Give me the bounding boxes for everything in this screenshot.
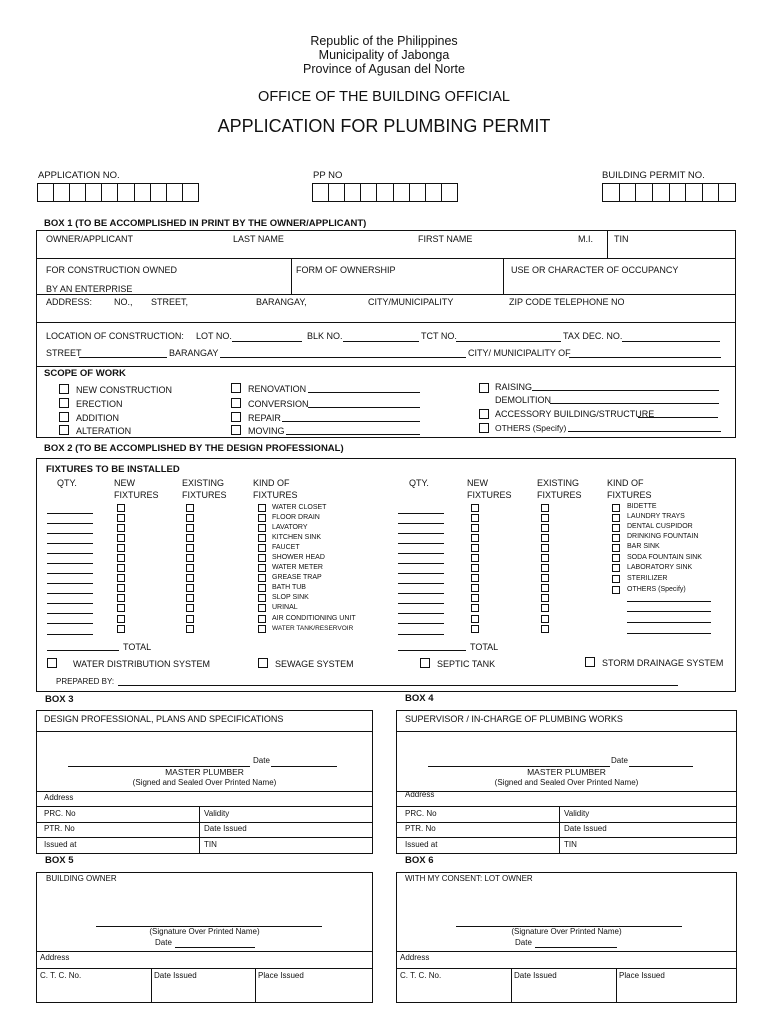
kind-fixture-checkbox[interactable] xyxy=(258,594,266,602)
box6-place-issued-label: Place Issued xyxy=(619,971,665,980)
existing-fixtures-header-right: FIXTURES xyxy=(537,490,582,500)
owner-applicant-label: OWNER/APPLICANT xyxy=(46,234,134,244)
box6 xyxy=(396,872,737,1003)
qty-field[interactable] xyxy=(398,543,444,544)
box4-date-issued-label: Date Issued xyxy=(564,824,607,833)
sewage-system-checkbox[interactable] xyxy=(258,658,268,668)
existing-fixture-checkbox[interactable] xyxy=(541,514,549,522)
kind-fixture-checkbox[interactable] xyxy=(258,534,266,542)
box6-signature-label: (Signature Over Printed Name) xyxy=(511,927,622,936)
qty-field[interactable] xyxy=(398,623,444,624)
box3-validity-label: Validity xyxy=(204,809,230,818)
fixture-label: WATER CLOSET xyxy=(272,504,327,511)
existing-fixture-checkbox[interactable] xyxy=(541,564,549,572)
box5-signature-label: (Signature Over Printed Name) xyxy=(149,927,260,936)
renovation-label: RENOVATION xyxy=(248,384,307,394)
address-city-label: CITY/MUNICIPALITY xyxy=(368,297,454,307)
street-label: STREET xyxy=(46,348,82,358)
alteration-checkbox[interactable] xyxy=(59,425,69,435)
qty-field[interactable] xyxy=(398,613,444,614)
septic-tank-checkbox[interactable] xyxy=(420,658,430,668)
qty-field[interactable] xyxy=(398,513,444,514)
box3-signed-sealed-label: (Signed and Sealed Over Printed Name) xyxy=(132,778,277,787)
kind-fixture-checkbox[interactable] xyxy=(258,544,266,552)
box4-heading: SUPERVISOR / IN-CHARGE OF PLUMBING WORKS xyxy=(405,714,623,724)
new-fixture-checkbox[interactable] xyxy=(471,594,479,602)
existing-fixture-checkbox[interactable] xyxy=(186,514,194,522)
box5-place-issued-label: Place Issued xyxy=(258,971,304,980)
demolition-field[interactable] xyxy=(550,403,719,404)
total-field-left[interactable] xyxy=(47,650,119,651)
telephone-label: TELEPHONE NO xyxy=(554,297,625,307)
new-fixture-checkbox[interactable] xyxy=(471,554,479,562)
qty-field[interactable] xyxy=(47,543,93,544)
existing-fixture-checkbox[interactable] xyxy=(541,594,549,602)
box5-address-label: Address xyxy=(40,953,70,962)
moving-label: MOVING xyxy=(248,426,285,436)
existing-fixture-checkbox[interactable] xyxy=(186,574,194,582)
accessory-building-checkbox[interactable] xyxy=(479,409,489,419)
kind-fixture-checkbox[interactable] xyxy=(258,625,266,633)
barangay-field[interactable] xyxy=(220,357,466,358)
fixture-label: FAUCET xyxy=(272,544,300,551)
new-fixture-checkbox[interactable] xyxy=(117,625,125,633)
new-fixture-checkbox[interactable] xyxy=(471,534,479,542)
new-fixture-checkbox[interactable] xyxy=(117,514,125,522)
accessory-building-label: ACCESSORY BUILDING/STRUCTURE xyxy=(495,409,655,419)
pp-no-label: PP NO xyxy=(313,170,343,181)
renovation-checkbox[interactable] xyxy=(231,383,241,393)
new-fixture-checkbox[interactable] xyxy=(471,504,479,512)
qty-field[interactable] xyxy=(47,613,93,614)
last-name-label: LAST NAME xyxy=(233,234,284,244)
box6-address-label: Address xyxy=(400,953,430,962)
existing-fixture-checkbox[interactable] xyxy=(541,604,549,612)
box4-prc-label: PRC. No xyxy=(405,809,437,818)
fixture-label: GREASE TRAP xyxy=(272,574,322,581)
raising-field[interactable] xyxy=(532,390,719,391)
fixture-label: BIDETTE xyxy=(627,503,657,510)
new-fixture-checkbox[interactable] xyxy=(471,524,479,532)
box5-date-field[interactable] xyxy=(175,947,255,948)
total-field-right[interactable] xyxy=(398,650,466,651)
kind-fixture-checkbox[interactable] xyxy=(612,524,620,532)
box6-date-label: Date xyxy=(515,938,532,947)
city-municipality-field[interactable] xyxy=(569,357,721,358)
kind-fixture-checkbox[interactable] xyxy=(258,574,266,582)
kind-fixture-checkbox[interactable] xyxy=(258,604,266,612)
addition-checkbox[interactable] xyxy=(59,412,69,422)
fixture-label: SHOWER HEAD xyxy=(272,554,325,561)
page-title: APPLICATION FOR PLUMBING PERMIT xyxy=(217,116,551,136)
erection-label: ERECTION xyxy=(76,399,123,409)
tct-no-label: TCT NO. xyxy=(421,331,457,341)
box4-title: BOX 4 xyxy=(405,693,434,704)
kind-fixtures-header-right: FIXTURES xyxy=(607,490,652,500)
zip-code-label: ZIP CODE xyxy=(509,297,552,307)
other-fixture-field[interactable] xyxy=(627,611,711,612)
new-fixture-checkbox[interactable] xyxy=(471,514,479,522)
kind-fixture-checkbox[interactable] xyxy=(612,575,620,583)
box4-issued-at-label: Issued at xyxy=(405,840,438,849)
box6-ctc-label: C. T. C. No. xyxy=(400,971,442,980)
fixture-label: WATER TANK/RESERVOIR xyxy=(272,625,354,632)
addition-label: ADDITION xyxy=(76,413,120,423)
box3-address-label: Address xyxy=(44,793,74,802)
box4-signed-sealed-label: (Signed and Sealed Over Printed Name) xyxy=(494,778,639,787)
qty-field[interactable] xyxy=(398,533,444,534)
box3-prc-label: PRC. No xyxy=(44,809,76,818)
other-fixture-field[interactable] xyxy=(627,622,711,623)
prepared-by-field[interactable] xyxy=(118,685,678,686)
accessory-building-field[interactable] xyxy=(638,417,718,418)
new-fixture-checkbox[interactable] xyxy=(471,584,479,592)
qty-field[interactable] xyxy=(47,523,93,524)
office-title: OFFICE OF THE BUILDING OFFICIAL xyxy=(258,89,510,105)
blk-no-field[interactable] xyxy=(343,341,419,342)
qty-field[interactable] xyxy=(47,593,93,594)
renovation-field[interactable] xyxy=(308,392,420,393)
storm-drainage-checkbox[interactable] xyxy=(585,657,595,667)
kind-fixture-checkbox[interactable] xyxy=(612,564,620,572)
conversion-field[interactable] xyxy=(308,407,420,408)
fixture-label: WATER METER xyxy=(272,564,323,571)
box5-date-issued-label: Date Issued xyxy=(154,971,197,980)
total-label-right: TOTAL xyxy=(470,642,499,652)
tax-dec-no-field[interactable] xyxy=(622,341,720,342)
new-header-left: NEW xyxy=(114,478,135,488)
existing-fixture-checkbox[interactable] xyxy=(186,615,194,623)
building-permit-no-field[interactable] xyxy=(602,183,736,202)
new-fixture-checkbox[interactable] xyxy=(117,594,125,602)
qty-field[interactable] xyxy=(398,573,444,574)
alteration-label: ALTERATION xyxy=(76,426,132,436)
box2-title: BOX 2 (TO BE ACCOMPLISHED BY THE DESIGN PROFESSIONAL) xyxy=(44,443,344,454)
address-label: ADDRESS: xyxy=(46,297,93,307)
box3-master-plumber-label: MASTER PLUMBER xyxy=(165,767,244,777)
other-fixture-field[interactable] xyxy=(627,633,711,634)
lot-no-field[interactable] xyxy=(232,341,302,342)
conversion-label: CONVERSION xyxy=(248,399,309,409)
qty-field[interactable] xyxy=(47,634,93,635)
fixture-label: SLOP SINK xyxy=(272,594,309,601)
storm-drainage-label: STORM DRAINAGE SYSTEM xyxy=(602,658,724,668)
kind-fixture-checkbox[interactable] xyxy=(258,615,266,623)
fixture-label: LAUNDRY TRAYS xyxy=(627,513,685,520)
existing-fixture-checkbox[interactable] xyxy=(541,584,549,592)
box5-heading: BUILDING OWNER xyxy=(46,874,117,883)
header-province: Province of Agusan del Norte xyxy=(303,62,465,76)
new-fixture-checkbox[interactable] xyxy=(117,584,125,592)
prepared-by-label: PREPARED BY: xyxy=(56,677,115,686)
fixture-label: STERILIZER xyxy=(627,575,668,582)
kind-fixture-checkbox[interactable] xyxy=(612,544,620,552)
raising-label: RAISING xyxy=(495,382,533,392)
fixture-label: BATH TUB xyxy=(272,584,306,591)
address-barangay-label: BARANGAY, xyxy=(256,297,307,307)
water-distribution-checkbox[interactable] xyxy=(47,658,57,668)
fixture-label: DRINKING FOUNTAIN xyxy=(627,533,699,540)
others-scope-field[interactable] xyxy=(568,431,721,432)
scope-title: SCOPE OF WORK xyxy=(44,368,126,379)
kind-fixture-checkbox[interactable] xyxy=(258,564,266,572)
kind-header-left: KIND OF xyxy=(253,478,290,488)
existing-fixture-checkbox[interactable] xyxy=(186,625,194,633)
address-street-label: STREET, xyxy=(151,297,189,307)
box4-address-label: Address xyxy=(405,790,435,799)
septic-tank-label: SEPTIC TANK xyxy=(437,659,496,669)
qty-field[interactable] xyxy=(47,513,93,514)
qty-field[interactable] xyxy=(398,563,444,564)
box4-tin-label: TIN xyxy=(564,840,577,849)
existing-fixture-checkbox[interactable] xyxy=(541,554,549,562)
by-an-enterprise-label: BY AN ENTERPRISE xyxy=(46,284,133,294)
existing-fixture-checkbox[interactable] xyxy=(186,534,194,542)
fixtures-title: FIXTURES TO BE INSTALLED xyxy=(46,464,180,475)
fixture-label: URINAL xyxy=(272,604,298,611)
new-fixture-checkbox[interactable] xyxy=(117,564,125,572)
qty-field[interactable] xyxy=(398,593,444,594)
kind-fixtures-header-left: FIXTURES xyxy=(253,490,298,500)
qty-field[interactable] xyxy=(398,583,444,584)
box1-title: BOX 1 (TO BE ACCOMPLISHED IN PRINT BY THE OWNER/APPLICANT) xyxy=(44,218,367,229)
for-construction-owned-label: FOR CONSTRUCTION OWNED xyxy=(46,265,177,275)
existing-fixture-checkbox[interactable] xyxy=(541,524,549,532)
scope-of-work-box xyxy=(36,366,736,438)
kind-fixture-checkbox[interactable] xyxy=(258,554,266,562)
fixture-label: DENTAL CUSPIDOR xyxy=(627,523,693,530)
building-permit-no-label: BUILDING PERMIT NO. xyxy=(602,170,705,181)
qty-header-left: QTY. xyxy=(57,478,77,488)
kind-fixture-checkbox[interactable] xyxy=(258,514,266,522)
water-distribution-label: WATER DISTRIBUTION SYSTEM xyxy=(73,659,211,669)
qty-header-right: QTY. xyxy=(409,478,429,488)
qty-field[interactable] xyxy=(47,553,93,554)
existing-fixture-checkbox[interactable] xyxy=(186,564,194,572)
box3-title: BOX 3 xyxy=(45,694,74,705)
fixture-label: SODA FOUNTAIN SINK xyxy=(627,554,702,561)
application-no-field[interactable] xyxy=(37,183,199,202)
conversion-checkbox[interactable] xyxy=(231,398,241,408)
lot-no-label: LOT NO. xyxy=(196,331,232,341)
erection-checkbox[interactable] xyxy=(59,398,69,408)
box3-date-issued-label: Date Issued xyxy=(204,824,247,833)
existing-fixture-checkbox[interactable] xyxy=(186,604,194,612)
box3-issued-at-label: Issued at xyxy=(44,840,77,849)
use-or-character-label: USE OR CHARACTER OF OCCUPANCY xyxy=(511,265,679,275)
fixture-label: KITCHEN SINK xyxy=(272,534,322,541)
existing-fixture-checkbox[interactable] xyxy=(541,504,549,512)
barangay-label: BARANGAY xyxy=(169,348,219,358)
kind-fixture-checkbox[interactable] xyxy=(258,504,266,512)
qty-field[interactable] xyxy=(47,623,93,624)
kind-header-right: KIND OF xyxy=(607,478,644,488)
total-label-left: TOTAL xyxy=(123,642,152,652)
street-field[interactable] xyxy=(79,357,167,358)
fixture-label: LAVATORY xyxy=(272,524,308,531)
blk-no-label: BLK NO. xyxy=(307,331,343,341)
location-label: LOCATION OF CONSTRUCTION: xyxy=(46,331,184,341)
qty-field[interactable] xyxy=(398,603,444,604)
city-municipality-label: CITY/ MUNICIPALITY OF xyxy=(468,348,571,358)
fixture-label: FLOOR DRAIN xyxy=(272,514,320,521)
existing-fixture-checkbox[interactable] xyxy=(541,534,549,542)
others-scope-label: OTHERS (Specify) xyxy=(495,423,567,433)
new-construction-checkbox[interactable] xyxy=(59,384,69,394)
box4-master-plumber-label: MASTER PLUMBER xyxy=(527,767,606,777)
existing-fixture-checkbox[interactable] xyxy=(186,584,194,592)
demolition-label: DEMOLITION xyxy=(495,395,552,405)
new-fixture-checkbox[interactable] xyxy=(471,625,479,633)
existing-fixture-checkbox[interactable] xyxy=(541,615,549,623)
existing-header-left: EXISTING xyxy=(182,478,225,488)
new-fixture-checkbox[interactable] xyxy=(471,574,479,582)
pp-no-field[interactable] xyxy=(312,183,458,202)
first-name-label: FIRST NAME xyxy=(418,234,473,244)
new-fixture-checkbox[interactable] xyxy=(117,554,125,562)
kind-fixture-checkbox[interactable] xyxy=(612,514,620,522)
existing-fixture-checkbox[interactable] xyxy=(186,504,194,512)
kind-fixture-checkbox[interactable] xyxy=(612,554,620,562)
application-no-label: APPLICATION NO. xyxy=(38,170,120,181)
box5 xyxy=(36,872,373,1003)
new-fixture-checkbox[interactable] xyxy=(117,534,125,542)
sewage-system-label: SEWAGE SYSTEM xyxy=(275,659,354,669)
new-fixture-checkbox[interactable] xyxy=(117,604,125,612)
box6-date-issued-label: Date Issued xyxy=(514,971,557,980)
qty-field[interactable] xyxy=(398,553,444,554)
box5-title: BOX 5 xyxy=(45,855,74,866)
tin-label: TIN xyxy=(614,234,629,244)
qty-field[interactable] xyxy=(47,573,93,574)
existing-fixtures-header-left: FIXTURES xyxy=(182,490,227,500)
new-fixtures-header-left: FIXTURES xyxy=(114,490,159,500)
mi-label: M.I. xyxy=(578,234,593,244)
existing-fixture-checkbox[interactable] xyxy=(541,574,549,582)
box3-heading: DESIGN PROFESSIONAL, PLANS AND SPECIFICATIONS xyxy=(44,714,284,724)
qty-field[interactable] xyxy=(398,523,444,524)
existing-header-right: EXISTING xyxy=(537,478,580,488)
box3-date-label: Date xyxy=(253,756,270,765)
box4-date-label: Date xyxy=(611,756,628,765)
box6-title: BOX 6 xyxy=(405,855,434,866)
qty-field[interactable] xyxy=(47,563,93,564)
others-scope-checkbox[interactable] xyxy=(479,423,489,433)
kind-fixture-checkbox[interactable] xyxy=(612,504,620,512)
kind-fixture-checkbox[interactable] xyxy=(612,534,620,542)
form-of-ownership-label: FORM OF OWNERSHIP xyxy=(296,265,396,275)
box6-date-field[interactable] xyxy=(535,947,617,948)
fixture-label: BAR SINK xyxy=(627,543,660,550)
repair-field[interactable] xyxy=(282,421,420,422)
repair-checkbox[interactable] xyxy=(231,412,241,422)
qty-field[interactable] xyxy=(47,533,93,534)
new-fixture-checkbox[interactable] xyxy=(471,564,479,572)
fixture-label: LABORATORY SINK xyxy=(627,564,693,571)
header-republic: Republic of the Philippines xyxy=(310,34,458,48)
existing-fixture-checkbox[interactable] xyxy=(186,554,194,562)
raising-checkbox[interactable] xyxy=(479,383,489,393)
box4-validity-label: Validity xyxy=(564,809,590,818)
other-fixture-field[interactable] xyxy=(627,601,711,602)
new-fixture-checkbox[interactable] xyxy=(117,574,125,582)
fixture-label: AIR CONDITIONING UNIT xyxy=(272,615,356,622)
box4-ptr-label: PTR. No xyxy=(405,824,436,833)
box6-heading: WITH MY CONSENT: LOT OWNER xyxy=(405,874,533,883)
box5-date-label: Date xyxy=(155,938,172,947)
box5-ctc-label: C. T. C. No. xyxy=(40,971,82,980)
kind-fixture-checkbox[interactable] xyxy=(612,586,620,594)
new-construction-label: NEW CONSTRUCTION xyxy=(76,385,172,395)
repair-label: REPAIR xyxy=(248,413,281,423)
kind-fixture-checkbox[interactable] xyxy=(258,584,266,592)
existing-fixture-checkbox[interactable] xyxy=(541,544,549,552)
tax-dec-no-label: TAX DEC. NO. xyxy=(563,331,623,341)
existing-fixture-checkbox[interactable] xyxy=(186,524,194,532)
box3-ptr-label: PTR. No xyxy=(44,824,75,833)
moving-field[interactable] xyxy=(286,434,420,435)
moving-checkbox[interactable] xyxy=(231,425,241,435)
qty-field[interactable] xyxy=(47,603,93,604)
new-fixture-checkbox[interactable] xyxy=(117,544,125,552)
header-municipality: Municipality of Jabonga xyxy=(318,48,450,62)
box3-tin-label: TIN xyxy=(204,840,217,849)
tct-no-field[interactable] xyxy=(456,341,561,342)
new-fixture-checkbox[interactable] xyxy=(471,544,479,552)
existing-fixture-checkbox[interactable] xyxy=(541,625,549,633)
kind-fixture-checkbox[interactable] xyxy=(258,524,266,532)
new-fixture-checkbox[interactable] xyxy=(117,524,125,532)
address-no-label: NO., xyxy=(114,297,133,307)
new-fixture-checkbox[interactable] xyxy=(117,615,125,623)
qty-field[interactable] xyxy=(47,583,93,584)
existing-fixture-checkbox[interactable] xyxy=(186,594,194,602)
new-fixture-checkbox[interactable] xyxy=(471,604,479,612)
new-fixture-checkbox[interactable] xyxy=(117,504,125,512)
new-header-right: NEW xyxy=(467,478,488,488)
new-fixture-checkbox[interactable] xyxy=(471,615,479,623)
existing-fixture-checkbox[interactable] xyxy=(186,544,194,552)
qty-field[interactable] xyxy=(398,634,444,635)
fixture-label: OTHERS (Specify) xyxy=(627,586,686,593)
new-fixtures-header-right: FIXTURES xyxy=(467,490,512,500)
